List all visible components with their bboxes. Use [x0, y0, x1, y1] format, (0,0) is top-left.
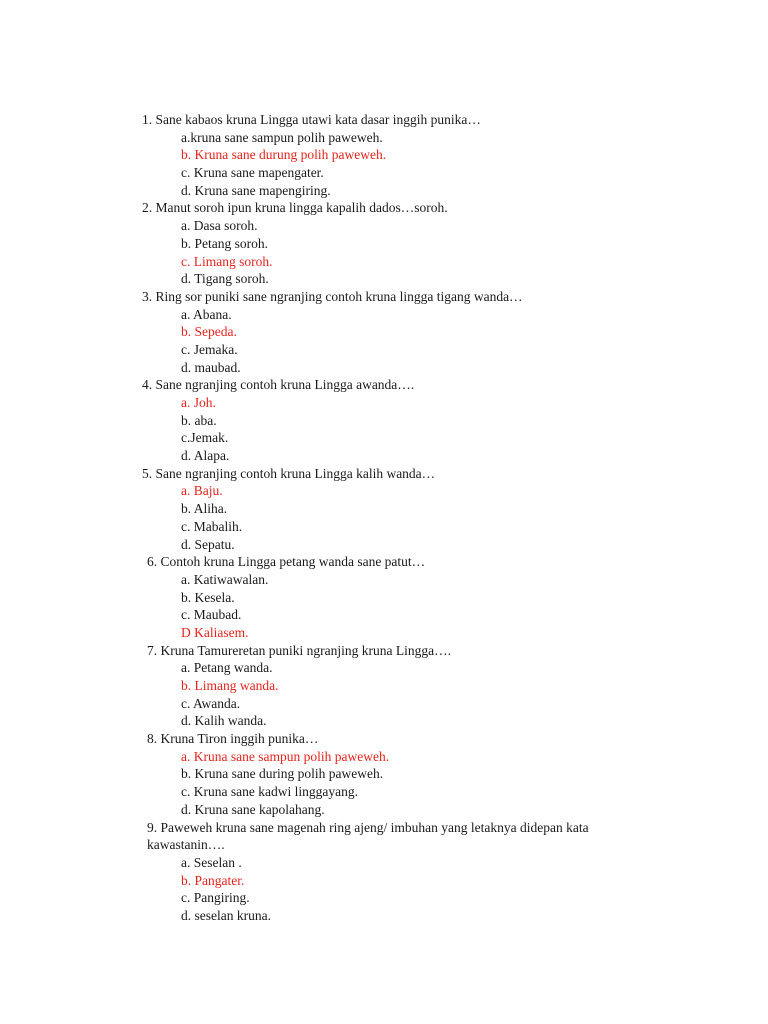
question-text: 4. Sane ngranjing contoh kruna Lingga awanda…. — [142, 377, 415, 393]
option-c: c. Maubad. — [181, 607, 242, 623]
option-c-correct: c. Limang soroh. — [181, 253, 273, 269]
option-c: c. Kruna sane kadwi linggayang. — [181, 784, 358, 800]
option-b-correct: b. Pangater. — [181, 872, 245, 888]
option-d: d. maubad. — [181, 359, 241, 375]
option-a: a. Abana. — [181, 306, 232, 322]
option-b: b. Kruna sane during polih paweweh. — [181, 766, 384, 782]
option-b-correct: b. Sepeda. — [181, 324, 237, 340]
question-text: 3. Ring sor puniki sane ngranjing contoh kruna lingga tigang wanda… — [142, 288, 523, 304]
question-9 — [0, 819, 768, 925]
option-d: d. Kruna sane mapengiring. — [181, 182, 331, 198]
question-text: 6. Contoh kruna Lingga petang wanda sane patut… — [147, 554, 426, 570]
question-list — [0, 111, 768, 925]
option-d: d. Kalih wanda. — [181, 713, 267, 729]
option-c: c. Mabalih. — [181, 518, 243, 534]
option-a: a.kruna sane sampun polih paweweh. — [181, 129, 383, 145]
option-b-correct: b. Kruna sane durung polih paweweh. — [181, 147, 387, 163]
option-b: b. Aliha. — [181, 501, 228, 517]
option-d: d. Alapa. — [181, 448, 230, 464]
option-d-correct: D Kaliasem. — [181, 624, 249, 640]
question-text: 2. Manut soroh ipun kruna lingga kapalih dados…soroh. — [142, 200, 448, 216]
option-c: c. Pangiring. — [181, 890, 250, 906]
option-a-correct: a. Joh. — [181, 395, 216, 410]
question-text: 9. Paweweh kruna sane magenah ring ajeng/ imbuhan yang letaknya didepan kata kawastanin…. — [147, 819, 589, 853]
option-a: a. Katiwawalan. — [181, 571, 269, 587]
option-c: c. Jemaka. — [181, 341, 238, 357]
option-a-correct: a. Baju. — [181, 483, 223, 499]
option-c: c. Kruna sane mapengater. — [181, 165, 324, 181]
question-7 — [0, 642, 768, 730]
option-a: a. Petang wanda. — [181, 660, 273, 676]
question-6 — [0, 553, 768, 641]
question-1 — [0, 111, 768, 199]
option-d: d. seselan kruna. — [181, 907, 271, 923]
option-b: b. aba. — [181, 412, 217, 428]
option-c: c.Jemak. — [181, 430, 229, 446]
option-a: a. Seselan . — [181, 854, 242, 870]
question-text: 8. Kruna Tiron inggih punika… — [147, 731, 319, 747]
question-text: 5. Sane ngranjing contoh kruna Lingga kalih wanda… — [142, 465, 436, 481]
question-5 — [0, 465, 768, 553]
question-8 — [0, 730, 768, 818]
question-text: 7. Kruna Tamureretan puniki ngranjing kruna Lingga…. — [147, 642, 451, 658]
question-4 — [0, 376, 768, 464]
option-c: c. Awanda. — [181, 695, 241, 711]
question-text: 1. Sane kabaos kruna Lingga utawi kata dasar inggih punika… — [142, 112, 481, 127]
question-3 — [0, 288, 768, 376]
option-a-correct: a. Kruna sane sampun polih paweweh. — [181, 748, 390, 764]
option-d: d. Kruna sane kapolahang. — [181, 801, 325, 817]
option-b: b. Petang soroh. — [181, 235, 268, 251]
option-b: b. Kesela. — [181, 589, 235, 605]
option-b-correct: b. Limang wanda. — [181, 678, 279, 693]
option-d: d. Sepatu. — [181, 536, 235, 552]
question-2 — [0, 199, 768, 287]
option-d: d. Tigang soroh. — [181, 271, 269, 287]
option-a: a. Dasa soroh. — [181, 218, 258, 234]
